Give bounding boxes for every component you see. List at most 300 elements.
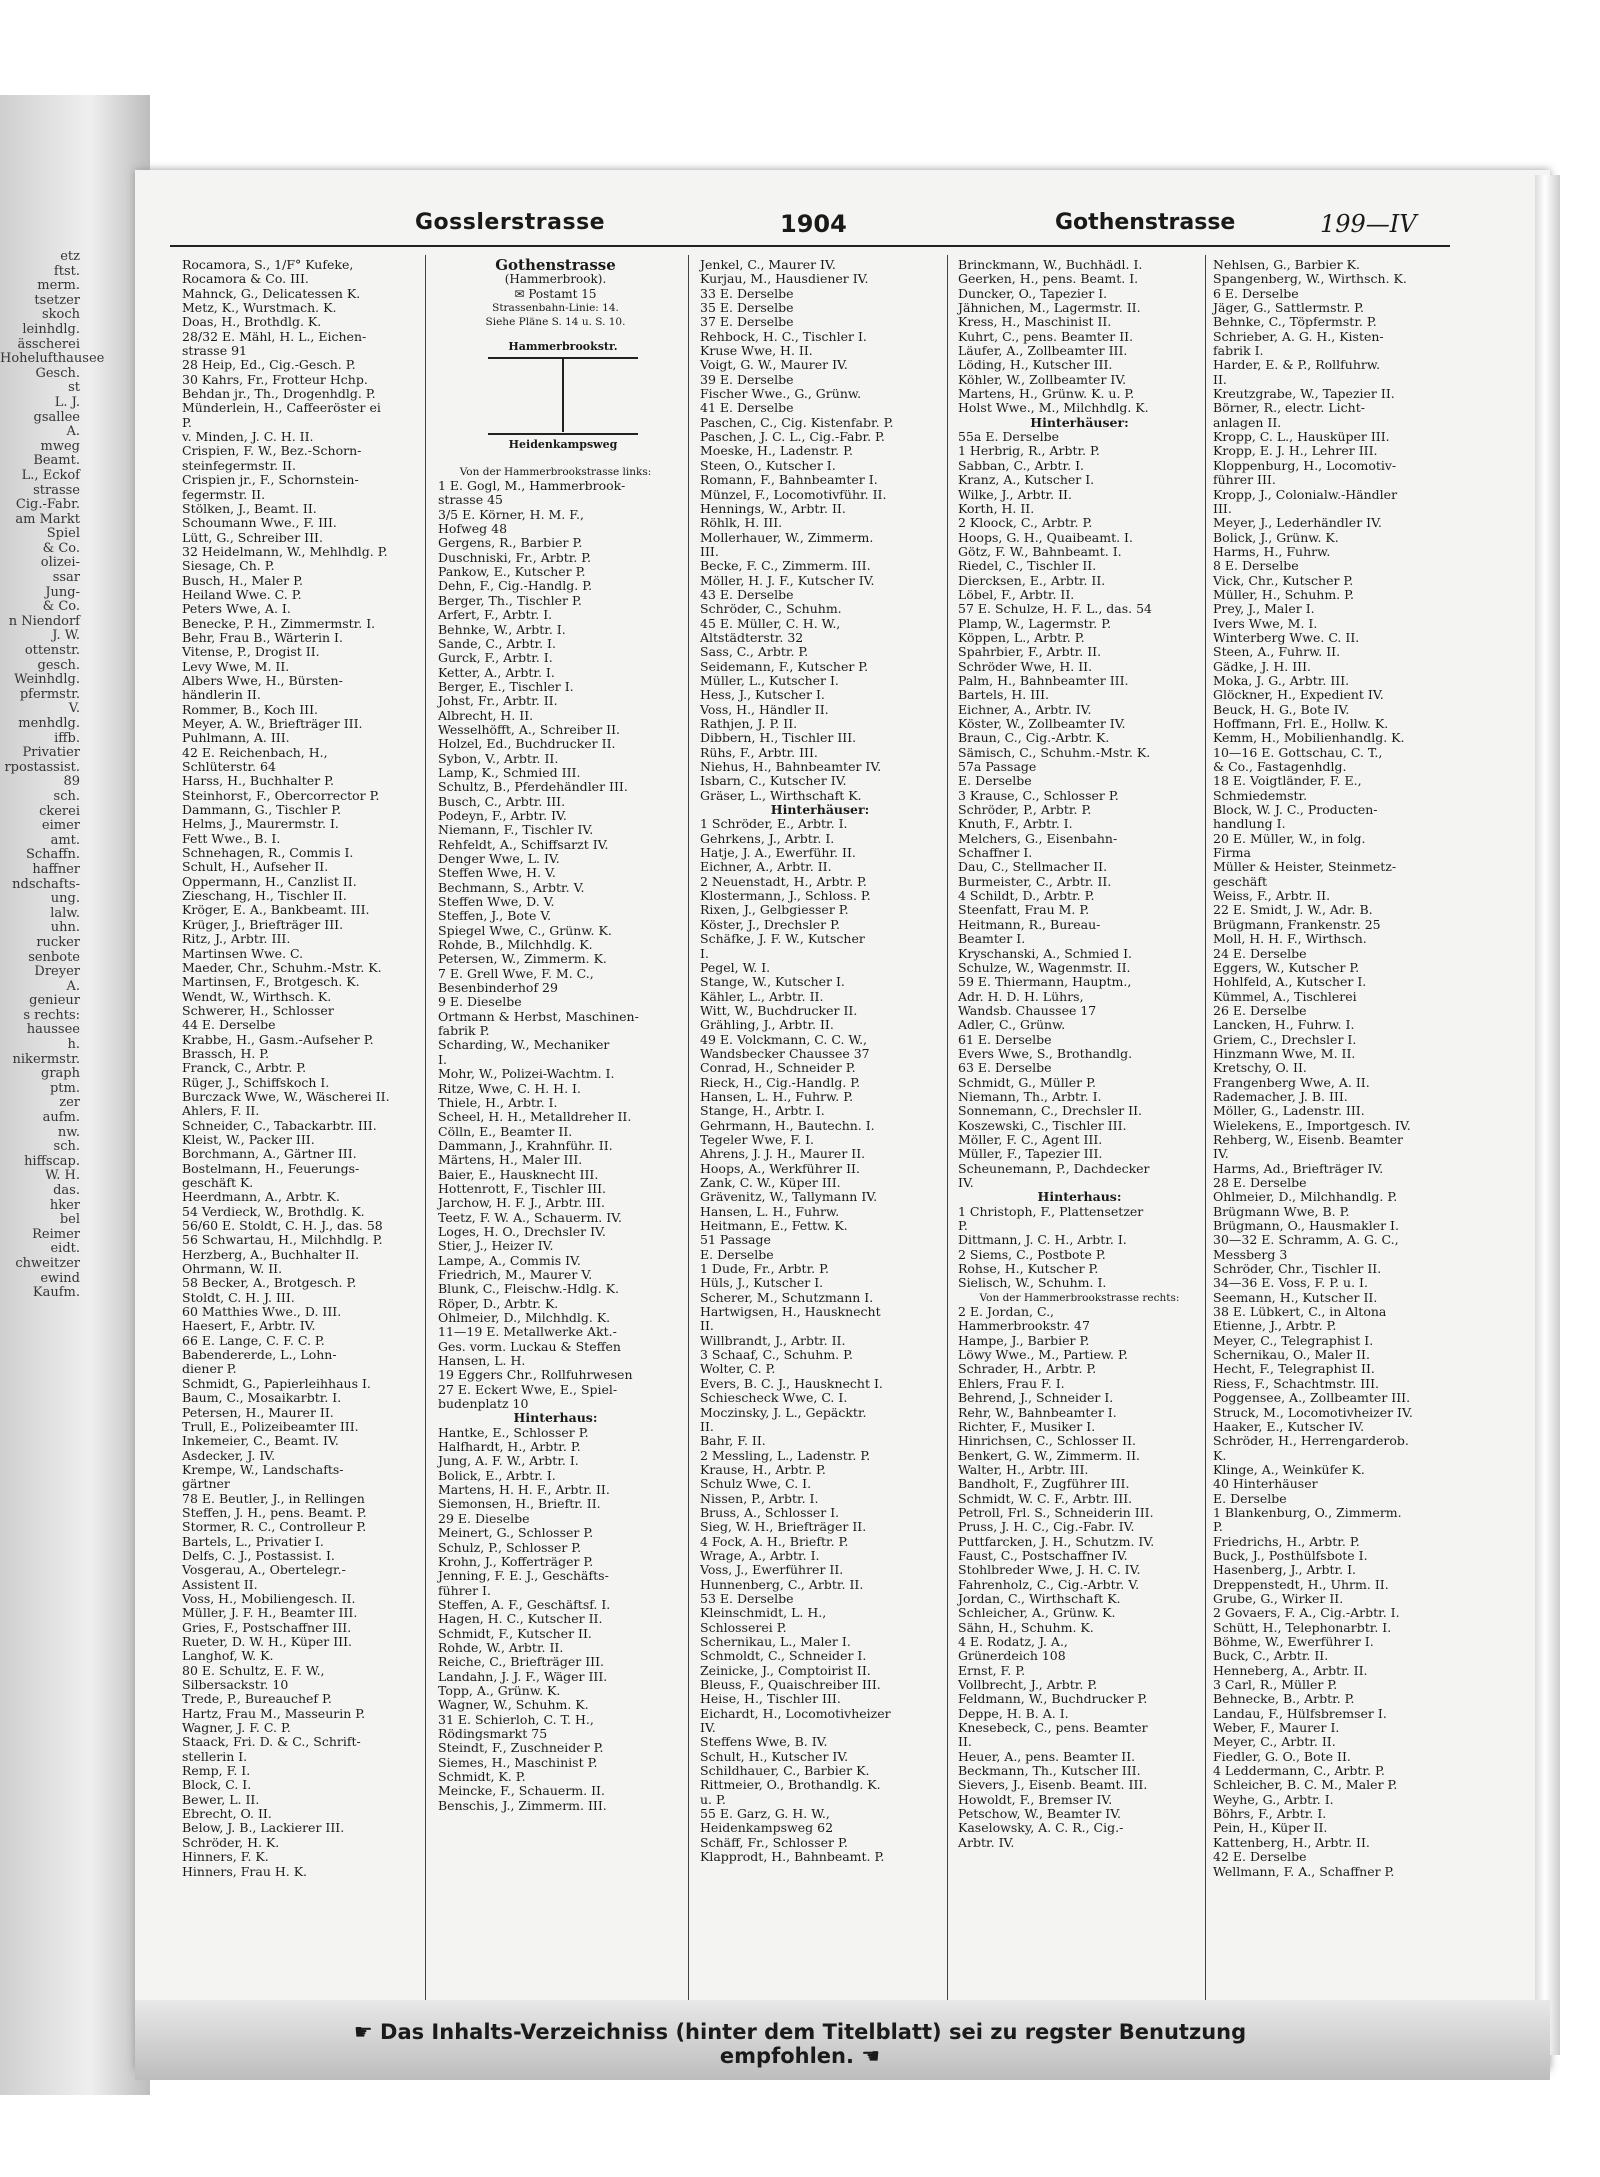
- directory-entry: fegermstr. II.: [182, 486, 266, 502]
- directory-entry: Buck, C., Arbtr. II.: [1213, 1648, 1329, 1664]
- directory-entry: E. Derselbe: [1213, 1490, 1287, 1506]
- directory-entry: Ritz, J., Arbtr. III.: [182, 931, 291, 947]
- postamt-text: Postamt 15: [528, 286, 597, 301]
- directory-entry: Harms, H., Fuhrw.: [1213, 543, 1331, 559]
- directory-entry: Münzel, F., Locomotivführ. II.: [700, 486, 887, 502]
- left-fragment-line: olizei-: [40, 555, 80, 571]
- directory-entry: 40 Hinterhäuser: [1213, 1476, 1318, 1492]
- left-fragment-line: Gesch.: [35, 365, 80, 381]
- directory-entry: Schäfke, J. F. W., Kutscher: [700, 931, 865, 947]
- directory-entry: Hoffmann, Frl. E., Hollw. K.: [1213, 716, 1389, 731]
- directory-entry: Kruse Wwe, H. II.: [700, 343, 813, 359]
- directory-entry: IV.: [958, 1175, 974, 1190]
- directory-entry: Knesebeck, C., pens. Beamter: [958, 1720, 1148, 1736]
- directory-entry: Wagner, W., Schuhm. K.: [438, 1697, 589, 1713]
- directory-entry: Heise, H., Tischler III.: [700, 1691, 841, 1707]
- directory-entry: Ritze, Wwe, C. H. H. I.: [438, 1080, 581, 1096]
- directory-entry: Heidenkampsweg 62: [700, 1820, 834, 1836]
- directory-entry: Schrieber, A. G. H., Kisten-: [1213, 328, 1384, 344]
- directory-entry: 32 Heidelmann, W., Mehlhdlg. P.: [182, 543, 388, 559]
- left-fragment-line: chweitzer: [15, 1255, 80, 1271]
- directory-entry: 54 Verdieck, W., Brothdlg. K.: [182, 1203, 365, 1219]
- directory-entry: 8 E. Derselbe: [1213, 558, 1299, 574]
- left-fragment-line: pfermstr.: [19, 686, 80, 702]
- left-fragment-line: sch.: [53, 1139, 80, 1155]
- directory-entry: Rohde, W., Arbtr. II.: [438, 1639, 564, 1655]
- directory-entry: 28 Heip, Ed., Cig.-Gesch. P.: [182, 357, 356, 373]
- column-divider: [688, 255, 689, 2035]
- directory-entry: Münderlein, H., Caffeeröster ei: [182, 400, 381, 416]
- directory-entry: Steffen, J., Bote V.: [438, 908, 552, 924]
- directory-entry: 4 E. Rodatz, J. A.,: [958, 1634, 1068, 1649]
- directory-entry: II.: [700, 1318, 714, 1334]
- directory-entry: strasse 45: [438, 492, 503, 508]
- directory-entry: Haesert, F., Arbtr. IV.: [182, 1318, 316, 1334]
- directory-entry: Schütt, H., Telephonarbtr. I.: [1213, 1619, 1392, 1635]
- directory-entry: Böhrs, F., Arbtr. I.: [1213, 1806, 1327, 1822]
- directory-entry: 29 E. Dieselbe: [438, 1510, 530, 1526]
- directory-entry: Ivers Wwe, M. I.: [1213, 615, 1318, 631]
- left-fragment-line: Beamt.: [33, 453, 80, 469]
- directory-entry: führer III.: [1213, 472, 1276, 488]
- directory-entry: Gehrkens, J., Arbtr. I.: [700, 830, 835, 846]
- directory-entry: Nehlsen, G., Barbier K.: [1213, 257, 1360, 272]
- directory-entry: II.: [700, 1418, 714, 1434]
- directory-entry: Müller & Heister, Steinmetz-: [1213, 859, 1397, 875]
- directory-entry: Griem, C., Drechsler I.: [1213, 1031, 1357, 1047]
- directory-entry: Struck, M., Locomotivheizer IV.: [1213, 1404, 1413, 1420]
- directory-entry: Schleicher, A., Grünw. K.: [958, 1605, 1116, 1621]
- directory-entry: Kümmel, A., Tischlerei: [1213, 988, 1357, 1004]
- directory-entry: 28 E. Derselbe: [1213, 1175, 1307, 1190]
- directory-entry: Dittmann, J. C. H., Arbtr. I.: [958, 1232, 1127, 1248]
- directory-entry: Rühs, F., Arbtr. III.: [700, 744, 818, 760]
- directory-entry: Diercksen, E., Arbtr. II.: [958, 572, 1106, 588]
- directory-entry: Löwy Wwe., M., Partiew. P.: [958, 1347, 1128, 1363]
- directory-entry: Helms, J., Maurermstr. I.: [182, 816, 339, 832]
- directory-entry: Puttfarcken, J. H., Schutzm. IV.: [958, 1533, 1155, 1549]
- directory-entry: gärtner: [182, 1476, 230, 1492]
- directory-entry: Landahn, J. J. F., Wäger III.: [438, 1668, 608, 1684]
- directory-entry: 37 E. Derselbe: [700, 314, 794, 330]
- directory-entry: 38 E. Lübkert, C., in Altona: [1213, 1304, 1387, 1320]
- directory-entry: Schiescheck Wwe, C. I.: [700, 1390, 848, 1406]
- left-fragment-line: Weinhdlg.: [14, 672, 80, 688]
- directory-entry: Hoops, G. H., Quaibeamt. I.: [958, 529, 1133, 545]
- directory-entry: Vick, Chr., Kutscher P.: [1213, 572, 1354, 588]
- directory-entry: 55 E. Garz, G. H. W.,: [700, 1806, 830, 1822]
- directory-entry: 2 Messling, L., Ladenstr. P.: [700, 1447, 871, 1463]
- directory-entry: Ohrmann, W. II.: [182, 1261, 283, 1277]
- postamt: [438, 287, 673, 301]
- directory-entry: 60 Matthies Wwe., D. III.: [182, 1304, 342, 1320]
- directory-entry: Heuer, A., pens. Beamter II.: [958, 1748, 1136, 1764]
- directory-entry: Von der Hammerbrookstrasse rechts:: [979, 1291, 1180, 1304]
- directory-entry: Adr. H. D. H. Lührs,: [958, 988, 1084, 1004]
- directory-entry: Plamp, W., Lagermstr. P.: [958, 615, 1112, 631]
- directory-entry: Kleist, W., Packer III.: [182, 1131, 315, 1147]
- directory-entry: Trede, P., Bureauchef P.: [182, 1691, 332, 1707]
- directory-entry: Steffens Wwe, B. IV.: [700, 1734, 828, 1750]
- directory-entry: 28/32 E. Mähl, H. L., Eichen-: [182, 328, 367, 344]
- directory-entry: Firma: [1213, 845, 1251, 861]
- directory-entry: Schmidt, G., Papierleihhaus I.: [182, 1375, 371, 1391]
- directory-entry: Scheunemann, P., Dachdecker: [958, 1160, 1150, 1176]
- directory-entry: Dibbern, H., Tischler III.: [700, 730, 857, 746]
- directory-entry: Meyer, C., Arbtr. II.: [1213, 1734, 1336, 1750]
- directory-entry: Conrad, H., Schneider P.: [700, 1060, 856, 1076]
- directory-entry: Geerken, H., pens. Beamt. I.: [958, 271, 1139, 287]
- directory-entry: Schulz Wwe, C. I.: [700, 1476, 812, 1492]
- directory-entry: stellerin I.: [182, 1748, 248, 1764]
- directory-entry: Gräser, L., Wirthschaft K.: [700, 787, 862, 803]
- directory-entry: Sybon, V., Arbtr. II.: [438, 750, 559, 766]
- directory-entry: Beckmann, Th., Kutscher III.: [958, 1763, 1141, 1779]
- left-fragment-line: Jung-: [45, 584, 80, 600]
- directory-entry: Oppermann, H., Canzlist II.: [182, 873, 357, 889]
- directory-entry: Levy Wwe, M. II.: [182, 658, 290, 674]
- directory-entry: Wrage, A., Arbtr. I.: [700, 1547, 820, 1563]
- directory-entry: Kähler, L., Arbtr. II.: [700, 988, 824, 1004]
- directory-entry: Harms, Ad., Briefträger IV.: [1213, 1160, 1384, 1176]
- directory-entry: Grube, G., Wirker II.: [1213, 1590, 1344, 1606]
- left-fragment-line: graph: [41, 1066, 80, 1082]
- directory-entry: Langhof, W. K.: [182, 1648, 274, 1664]
- directory-entry: Sähn, H., Schuhm. K.: [958, 1619, 1094, 1635]
- directory-entry: Möller, F. C., Agent III.: [958, 1131, 1103, 1147]
- directory-entry: Wolter, C. P.: [700, 1361, 776, 1377]
- left-fragment-line: uhn.: [50, 920, 80, 936]
- directory-entry: Zank, C. W., Küper III.: [700, 1175, 841, 1190]
- left-fragment-line: leinhdlg.: [22, 321, 80, 337]
- directory-entry: Bechmann, S., Arbtr. V.: [438, 879, 585, 895]
- left-fragment-line: A.: [66, 424, 80, 440]
- directory-entry: 56 Schwartau, H., Milchhdlg. P.: [182, 1232, 383, 1248]
- directory-entry: Ohlmeier, D., Milchhdlg. K.: [438, 1310, 611, 1325]
- directory-entry: Schlosserei P.: [700, 1619, 787, 1635]
- pointing-hand-icon: ☛: [353, 2020, 373, 2044]
- directory-entry: Kleinschmidt, L. H.,: [700, 1605, 827, 1621]
- directory-entry: Schäff, Fr., Schlosser P.: [700, 1834, 848, 1850]
- directory-entry: Petroll, Frl. S., Schneiderin III.: [958, 1504, 1154, 1520]
- directory-entry: Hantke, E., Schlosser P.: [438, 1424, 589, 1440]
- column-4: [958, 258, 1201, 1850]
- directory-entry: Müller, H., Schuhm. P.: [1213, 586, 1354, 602]
- directory-entry: Hess, J., Kutscher I.: [700, 687, 825, 703]
- directory-entry: Schlüterstr. 64: [182, 759, 276, 775]
- directory-entry: Stohlbreder Wwe, J. H. C. IV.: [958, 1562, 1141, 1578]
- directory-entry: Wellmann, F. A., Schaffner P.: [1213, 1863, 1395, 1879]
- directory-entry: Behrend, J., Schneider I.: [958, 1390, 1114, 1406]
- directory-entry: Krabbe, H., Gasm.-Aufseher P.: [182, 1031, 374, 1047]
- directory-entry: Hartz, Frau M., Masseurin P.: [182, 1705, 366, 1721]
- directory-entry: Eggers, W., Kutscher P.: [1213, 959, 1360, 975]
- directory-entry: Baum, C., Mosaikarbtr. I.: [182, 1390, 342, 1406]
- directory-entry: Howoldt, F., Bremser IV.: [958, 1791, 1113, 1807]
- directory-entry: Hinterhäuser:: [770, 802, 870, 818]
- directory-entry: Sonnemann, C., Drechsler II.: [958, 1103, 1143, 1119]
- directory-entry: Schröder, H., Herrengarderob.: [1213, 1433, 1409, 1449]
- directory-entry: 22 E. Smidt, J. W., Adr. B.: [1213, 902, 1373, 918]
- directory-entry: Voigt, G. W., Maurer IV.: [700, 357, 848, 373]
- directory-entry: Schult, H., Aufseher II.: [182, 859, 329, 875]
- directory-entry: Rüger, J., Schiffskoch I.: [182, 1074, 330, 1090]
- directory-entry: Hoops, A., Werkführer II.: [700, 1160, 860, 1176]
- left-fragment-line: lalw.: [50, 905, 80, 921]
- directory-entry: 44 E. Derselbe: [182, 1017, 276, 1033]
- directory-entry: Fahrenholz, C., Cig.-Arbtr. V.: [958, 1576, 1140, 1592]
- directory-entry: Behnke, W., Arbtr. I.: [438, 621, 566, 637]
- directory-entry: Petersen, H., Maurer II.: [182, 1404, 334, 1420]
- footer-note: [300, 2020, 1300, 2068]
- directory-entry: 66 E. Lange, C. F. C. P.: [182, 1332, 325, 1348]
- directory-entry: Sielisch, W., Schuhm. I.: [958, 1275, 1107, 1291]
- left-fragment-line: tsetzer: [34, 292, 80, 308]
- directory-entry: Hennings, W., Arbtr. II.: [700, 500, 846, 516]
- left-fragment-line: & Co.: [42, 599, 80, 615]
- directory-entry: Benschis, J., Zimmerm. III.: [438, 1797, 607, 1813]
- directory-entry: Fett Wwe., B. I.: [182, 830, 281, 846]
- directory-entry: Riedel, C., Tischler II.: [958, 558, 1097, 574]
- directory-entry: 2 Govaers, F. A., Cig.-Arbtr. I.: [1213, 1605, 1400, 1621]
- directory-entry: Sievers, J., Eisenb. Beamt. III.: [958, 1777, 1148, 1793]
- left-fragment-line: st: [68, 380, 80, 396]
- left-fragment-line: W. H.: [45, 1168, 80, 1184]
- envelope-icon: ✉: [514, 286, 525, 301]
- directory-entry: P.: [1213, 1519, 1223, 1535]
- directory-entry: Rohde, B., Milchhdlg. K.: [438, 937, 593, 953]
- directory-entry: Heitmann, R., Bureau-: [958, 916, 1101, 932]
- left-fragment-line: 89: [63, 774, 80, 790]
- directory-entry: Weiss, F., Arbtr. II.: [1213, 888, 1331, 904]
- directory-entry: Steenfatt, Frau M. P.: [958, 902, 1090, 918]
- directory-entry: 4 Fock, A. H., Brieftr. P.: [700, 1533, 849, 1549]
- left-fragment-line: das.: [53, 1183, 80, 1198]
- directory-entry: Müller, F., Tapezier III.: [958, 1146, 1103, 1162]
- running-header: [150, 210, 1450, 240]
- directory-entry: Stoldt, C. H. J. III.: [182, 1289, 295, 1305]
- directory-entry: Landau, F., Hülfsbremser I.: [1213, 1705, 1387, 1721]
- directory-entry: Hunnenberg, C., Arbtr. II.: [700, 1576, 864, 1592]
- directory-entry: Steffen Wwe, H. V.: [438, 865, 556, 881]
- left-fragment-line: Spiel: [46, 526, 80, 542]
- directory-entry: Moczinsky, J. L., Gepäcktr.: [700, 1404, 867, 1420]
- column-divider: [425, 255, 426, 2035]
- directory-entry: Koszewski, C., Tischler III.: [958, 1117, 1127, 1133]
- directory-entry: Deppe, H. B. A. I.: [958, 1705, 1069, 1721]
- street-district: (Hammerbrook).: [504, 272, 607, 287]
- left-fragment-line: rucker: [36, 934, 80, 950]
- plan-reference: Siehe Pläne S. 14 u. S. 10.: [485, 316, 626, 329]
- directory-entry: E. Derselbe: [958, 773, 1032, 789]
- directory-entry: 1 Herbrig, R., Arbtr. P.: [958, 443, 1100, 459]
- directory-entry: Wandsbecker Chaussee 37: [700, 1045, 870, 1061]
- directory-entry: Willbrandt, J., Arbtr. II.: [700, 1332, 846, 1348]
- directory-entry: Krause, H., Arbtr. P.: [700, 1461, 826, 1477]
- directory-entry: IV.: [1213, 1146, 1229, 1162]
- directory-entry: Rehfeldt, A., Schiffsarzt IV.: [438, 836, 609, 852]
- pointing-hand-icon: ☚: [861, 2044, 881, 2068]
- directory-entry: Busch, C., Arbtr. III.: [438, 793, 566, 809]
- directory-entry: Seemann, H., Kutscher II.: [1213, 1289, 1378, 1305]
- directory-entry: 2 Neuenstadt, H., Arbtr. P.: [700, 873, 867, 889]
- left-fragment-line: ndschafts-: [12, 876, 80, 892]
- directory-entry: Wilke, J., Arbtr. II.: [958, 486, 1072, 502]
- directory-entry: 3 Carl, R., Müller P.: [1213, 1677, 1338, 1693]
- directory-entry: fabrik P.: [438, 1023, 490, 1039]
- header-left: Gosslerstrasse: [415, 210, 606, 235]
- directory-entry: 61 E. Derselbe: [958, 1031, 1052, 1047]
- left-fragment-line: nikermstr.: [12, 1051, 80, 1067]
- directory-entry: Kaselowsky, A. C. R., Cig.-: [958, 1820, 1124, 1836]
- left-fragment-line: Cig.-Fabr.: [15, 497, 80, 513]
- directory-entry: Eichardt, H., Locomotivheizer: [700, 1705, 891, 1721]
- left-fragment-line: senbote: [28, 949, 80, 965]
- directory-entry: P.: [182, 414, 192, 430]
- directory-entry: Messberg 3: [1213, 1246, 1288, 1262]
- directory-entry: Vosgerau, A., Obertelegr.-: [182, 1562, 346, 1578]
- directory-entry: Stange, H., Arbtr. I.: [700, 1103, 825, 1119]
- directory-entry: Heerdmann, A., Arbtr. K.: [182, 1189, 340, 1205]
- directory-entry: Gehrmann, H., Bautechn. I.: [700, 1117, 875, 1133]
- directory-entry: 1 Blankenburg, O., Zimmerm.: [1213, 1504, 1402, 1520]
- page-number: 199—IV: [1320, 210, 1417, 238]
- directory-entry: Reiche, C., Briefträger III.: [438, 1654, 605, 1670]
- directory-entry: Schmidt, F., Kutscher II.: [438, 1625, 592, 1641]
- directory-entry: Köster, W., Zollbeamter IV.: [958, 716, 1126, 731]
- directory-entry: Hinrichsen, C., Schlosser II.: [958, 1433, 1136, 1449]
- left-fragment-line: Hohelufthausee: [0, 351, 105, 367]
- left-fragment-line: amt.: [50, 832, 80, 848]
- directory-entry: Rixen, J., Gelbgiesser P.: [700, 902, 849, 918]
- directory-entry: Tegeler Wwe, F. I.: [700, 1131, 814, 1147]
- directory-entry: Behdan jr., Th., Drogenhdlg. P.: [182, 386, 376, 402]
- directory-entry: Hansen, L. H., Fuhrw. P.: [700, 1088, 854, 1104]
- directory-entry: 42 E. Reichenbach, H.,: [182, 744, 328, 760]
- directory-entry: Schmidt, K. P.: [438, 1769, 526, 1784]
- directory-entry: 1 Schröder, E., Arbtr. I.: [700, 816, 848, 832]
- directory-entry: Wielekens, E., Importgesch. IV.: [1213, 1117, 1411, 1133]
- left-fragment-line: haffner: [32, 861, 80, 877]
- directory-entry: Block, W. J. C., Producten-: [1213, 802, 1378, 818]
- directory-entry: Brinckmann, W., Buchhädl. I.: [958, 257, 1143, 272]
- directory-entry: Crispien, F. W., Bez.-Schorn-: [182, 443, 362, 459]
- directory-entry: Hammerbrookstr. 47: [958, 1318, 1090, 1334]
- directory-entry: 41 E. Derselbe: [700, 400, 794, 416]
- directory-entry: Gädke, J. H. III.: [1213, 658, 1311, 674]
- directory-entry: Brügmann, Frankenstr. 25: [1213, 916, 1381, 932]
- directory-entry: Stormer, R. C., Controlleur P.: [182, 1519, 367, 1535]
- directory-entry: Krohn, J., Kofferträger P.: [438, 1553, 594, 1569]
- directory-entry: Behr, Frau B., Wärterin I.: [182, 629, 343, 645]
- directory-entry: Schulze, W., Wagenmstr. II.: [958, 959, 1131, 975]
- left-fragment-line: zer: [59, 1095, 80, 1111]
- directory-entry: Hecht, F., Telegraphist II.: [1213, 1361, 1375, 1377]
- directory-entry: Bandholt, F., Zugführer III.: [958, 1476, 1130, 1492]
- directory-entry: Martinsen, F., Brotgesch. K.: [182, 974, 360, 990]
- directory-entry: Dammann, G., Tischler P.: [182, 802, 342, 818]
- directory-entry: Adler, C., Grünw.: [958, 1017, 1066, 1033]
- directory-entry: 31 E. Schierloh, C. T. H.,: [438, 1711, 594, 1727]
- directory-entry: Topp, A., Grünw. K.: [438, 1682, 561, 1698]
- directory-entry: 57 E. Schulze, H. F. L., das. 54: [958, 601, 1153, 617]
- left-fragment-line: Privatier: [22, 745, 80, 761]
- directory-entry: Ehlers, Frau F. I.: [958, 1375, 1065, 1391]
- directory-entry: Nissen, P., Arbtr. I.: [700, 1490, 819, 1506]
- directory-entry: Hüls, J., Kutscher I.: [700, 1275, 824, 1291]
- directory-entry: Hansen, L. H.: [438, 1353, 526, 1369]
- directory-entry: 2 Siems, C., Postbote P.: [958, 1246, 1106, 1262]
- directory-entry: Meyer, J., Lederhändler IV.: [1213, 515, 1382, 531]
- directory-entry: Trull, E., Polizeibeamter III.: [182, 1418, 359, 1434]
- directory-entry: Kattenberg, H., Arbtr. II.: [1213, 1834, 1370, 1850]
- directory-entry: Meyer, A. W., Briefträger III.: [182, 716, 363, 731]
- directory-entry: diener P.: [182, 1361, 237, 1377]
- directory-entry: Besenbinderhof 29: [438, 980, 558, 996]
- directory-entry: IV.: [700, 1720, 716, 1736]
- directory-entry: Niehus, H., Bahnbeamter IV.: [700, 759, 882, 775]
- page-edge: [1535, 175, 1560, 2055]
- directory-entry: 80 E. Schultz, E. F. W.,: [182, 1662, 325, 1678]
- directory-entry: Kloppenburg, H., Locomotiv-: [1213, 457, 1397, 473]
- directory-entry: Melchers, G., Eisenbahn-: [958, 830, 1118, 846]
- directory-entry: Rehberg, W., Eisenb. Beamter: [1213, 1131, 1403, 1147]
- directory-entry: Asdecker, J. IV.: [182, 1447, 276, 1463]
- directory-entry: 35 E. Derselbe: [700, 300, 794, 316]
- directory-entry: Schleicher, B. C. M., Maler P.: [1213, 1777, 1398, 1793]
- directory-entry: Schmidt, G., Müller P.: [958, 1074, 1096, 1090]
- directory-entry: Rehr, W., Bahnbeamter I.: [958, 1404, 1117, 1420]
- directory-entry: Gries, F., Postschaffner III.: [182, 1619, 352, 1635]
- directory-entry: Evers, B. C. J., Hausknecht I.: [700, 1375, 883, 1391]
- directory-entry: 26 E. Derselbe: [1213, 1002, 1307, 1018]
- directory-entry: Steindt, F., Zuschneider P.: [438, 1740, 604, 1756]
- directory-entry: II.: [1213, 371, 1227, 387]
- directory-entry: Spahrbier, F., Arbtr. II.: [958, 644, 1102, 660]
- directory-entry: Inkemeier, C., Beamt. IV.: [182, 1433, 339, 1449]
- directory-entry: Steen, A., Fuhrw. II.: [1213, 644, 1341, 660]
- directory-entry: Hinterhaus:: [513, 1410, 598, 1426]
- directory-entry: 53 E. Derselbe: [700, 1590, 794, 1606]
- directory-entry: Vitense, P., Drogist II.: [182, 644, 320, 660]
- directory-entry: Albrecht, H. II.: [438, 707, 534, 723]
- directory-entry: Isbarn, C., Kutscher IV.: [700, 773, 847, 789]
- directory-entry: Schmidt, W. C. F., Arbtr. III.: [958, 1490, 1133, 1506]
- directory-entry: Gurck, F., Arbtr. I.: [438, 650, 553, 666]
- directory-entry: Hohlfeld, A., Kutscher I.: [1213, 974, 1367, 990]
- directory-entry: Cölln, E., Beamter II.: [438, 1123, 573, 1139]
- directory-entry: Heiland Wwe. C. P.: [182, 586, 302, 602]
- directory-entry: Hottenrott, F., Tischler III.: [438, 1180, 606, 1196]
- directory-entry: 30—32 E. Schramm, A. G. C.,: [1213, 1232, 1399, 1248]
- left-fragment-line: genieur: [29, 993, 80, 1009]
- directory-entry: Hasenberg, J., Arbtr. I.: [1213, 1562, 1356, 1578]
- directory-entry: Remp, F. I.: [182, 1763, 251, 1779]
- directory-entry: 55a E. Derselbe: [958, 429, 1060, 445]
- directory-entry: Röper, D., Arbtr. K.: [438, 1295, 559, 1311]
- directory-entry: 18 E. Voigtländer, F. E.,: [1213, 773, 1362, 789]
- directory-entry: Rueter, D. W. H., Küper III.: [182, 1634, 353, 1649]
- directory-entry: Schwerer, H., Schlosser: [182, 1002, 334, 1018]
- left-fragment-line: skoch: [41, 307, 80, 323]
- directory-entry: Kropp, E. J. H., Lehrer III.: [1213, 443, 1378, 459]
- directory-entry: I.: [438, 1051, 447, 1067]
- directory-entry: Von der Hammerbrookstrasse links:: [459, 465, 652, 478]
- directory-entry: Bartels, H. III.: [958, 687, 1050, 703]
- directory-entry: 1 Dude, Fr., Arbtr. P.: [700, 1261, 829, 1277]
- directory-entry: Sämisch, C., Schuhm.-Mstr. K.: [958, 744, 1151, 760]
- left-fragment-line: etz: [60, 249, 80, 264]
